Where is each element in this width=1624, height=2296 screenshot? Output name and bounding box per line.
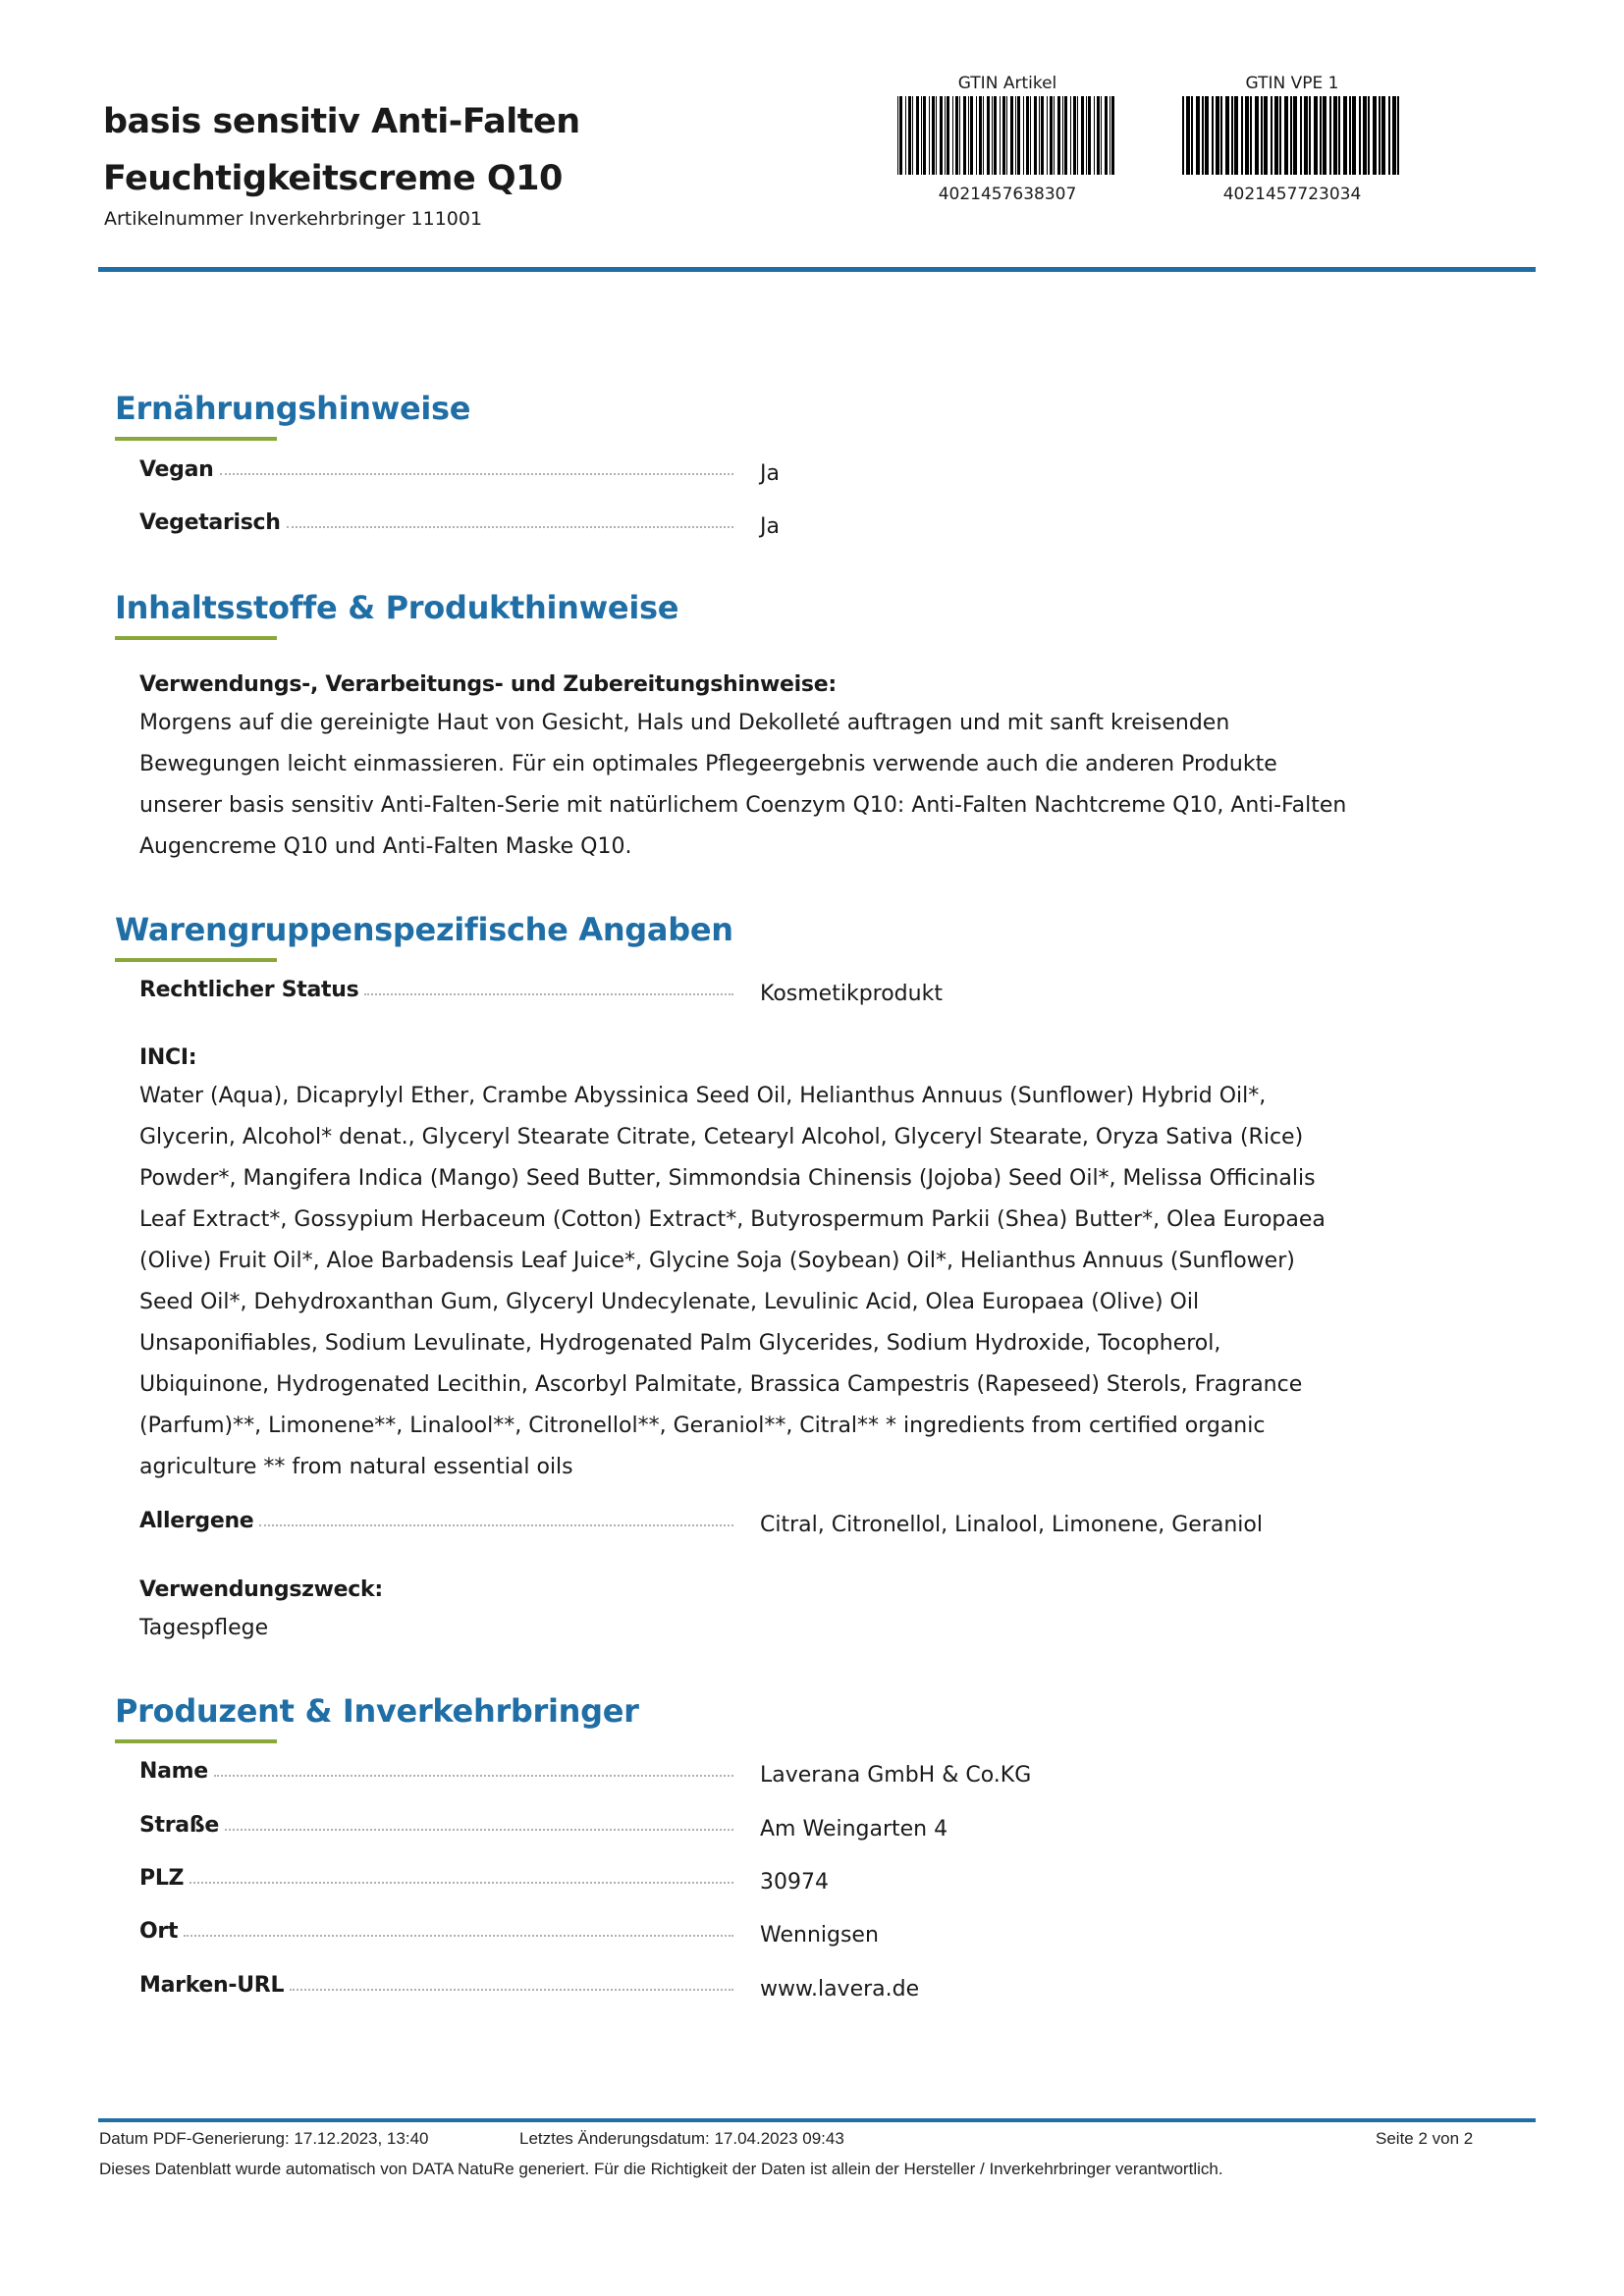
section-underline [115, 636, 277, 640]
barcode-number: 4021457638307 [938, 185, 1077, 204]
field-label: Ort [139, 1919, 179, 1944]
section-title: Produzent & Inverkehrbringer [115, 1692, 639, 1730]
barcode-gtin-vpe [1174, 73, 1410, 204]
usage-instructions [139, 672, 1347, 868]
footer-divider [98, 2118, 1536, 2122]
field-label: Allergene [139, 1509, 254, 1533]
section-heading-producer [115, 1692, 639, 1743]
field-label: PLZ [139, 1866, 185, 1891]
field-label: Vegetarisch [139, 510, 281, 535]
section-heading-nutrition [115, 390, 470, 441]
field-row-city [139, 1919, 1269, 1952]
barcode-label: GTIN Artikel [957, 74, 1057, 93]
footer-disclaimer: Dieses Datenblatt wurde automatisch von DATA NatuRe generiert. Für die Richtigkeit der Daten ist allein der Hersteller / Inverkehrbringer verantwortlich. [99, 2160, 1223, 2178]
field-value: Citral, Citronellol, Linalool, Limonene, Geraniol [760, 1513, 1263, 1537]
section-underline [115, 958, 277, 962]
header-divider [98, 267, 1536, 272]
field-row-brand-url [139, 1973, 1269, 2006]
barcode-image [1178, 96, 1406, 175]
dotted-leader [184, 1934, 733, 1937]
field-value: Am Weingarten 4 [760, 1817, 948, 1842]
intended-use [139, 1577, 1347, 1649]
footer-modified-date: Letztes Änderungsdatum: 17.04.2023 09:43 [519, 2129, 844, 2148]
intended-use-heading: Verwendungszweck: [139, 1577, 383, 1602]
dotted-leader [225, 1828, 733, 1831]
field-value: Kosmetikprodukt [760, 982, 943, 1006]
field-row-legal-status [139, 978, 1269, 1011]
section-title: Inhaltsstoffe & Produkthinweise [115, 589, 679, 626]
barcode-label: GTIN VPE 1 [1245, 74, 1339, 93]
dotted-leader [214, 1774, 733, 1777]
field-value: Ja [760, 514, 780, 539]
dotted-leader [290, 1988, 733, 1991]
inci-heading: INCI: [139, 1045, 197, 1070]
field-row-vegan [139, 457, 1269, 491]
field-row-street [139, 1813, 1269, 1846]
field-label: Rechtlicher Status [139, 978, 359, 1002]
section-heading-ingredients [115, 589, 678, 640]
field-value: Laverana GmbH & Co.KG [760, 1763, 1032, 1788]
inci-list [139, 1045, 1347, 1488]
usage-heading: Verwendungs-, Verarbeitungs- und Zubereitungshinweise: [139, 672, 837, 697]
article-number: Artikelnummer Inverkehrbringer 111001 [104, 208, 483, 230]
section-underline [115, 1739, 277, 1743]
dotted-leader [189, 1881, 733, 1884]
dotted-leader [220, 472, 733, 475]
inci-text: Water (Aqua), Dicaprylyl Ether, Crambe Abyssinica Seed Oil, Helianthus Annuus (Sunflower) Hybrid Oil*, Glycerin, Alcohol* denat., Glyceryl Stearate Citrate, Cetearyl Alcohol, Glyceryl Stearate, Oryza Sativa (Rice) Powder*, Mangifera Indica (Mango) Seed Butter, Simmondsia Chinensis (Jojoba) Seed Oil*, Melissa Officinalis Leaf Extract*, Gossypium Herbaceum (Cotton) Extract*, Butyrospermum Parkii (Shea) Butter*, Olea Europaea (Olive) Fruit Oil*, Aloe Barbadensis Leaf Juice*, Glycine Soja (Soybean) Oil*, Helianthus Annuus (Sunflower) Seed Oil*, Dehydroxanthan Gum, Glyceryl Undecylenate, Levulinic Acid, Olea Europaea (Olive) Oil Unsaponifiables, Sodium Levulinate, Hydrogenated Palm Glycerides, Sodium Hydroxide, Tocopherol, Ubiquinone, Hydrogenated Lecithin, Ascorbyl Palmitate, Brassica Campestris (Rapeseed) Sterols, Fragrance (Parfum)**, Limonene**, Linalool**, Citronellol**, Geraniol**, Citral** * ingredients from certified organic agriculture ** from natural essential oils [139, 1084, 1326, 1479]
usage-text: Morgens auf die gereinigte Haut von Gesicht, Hals und Dekolleté auftragen und mit sanft kreisenden Bewegungen leicht einmassieren. Für ein optimales Pflegeergebnis verwende auch die anderen Produkte unserer basis sensitiv Anti-Falten-Serie mit natürlichem Coenzym Q10: Anti-Falten Nachtcreme Q10, Anti-Falten Augencreme Q10 und Anti-Falten Maske Q10. [139, 711, 1347, 859]
field-label: Name [139, 1759, 208, 1784]
section-underline [115, 437, 277, 441]
footer-page-number: Seite 2 von 2 [1376, 2129, 1474, 2148]
product-title: basis sensitiv Anti-Falten Feuchtigkeitscreme Q10 [103, 102, 580, 198]
field-label: Marken-URL [139, 1973, 285, 1998]
section-heading-product-group [115, 911, 733, 962]
field-label: Vegan [139, 457, 214, 482]
field-row-postcode [139, 1866, 1269, 1899]
brand-url-link[interactable]: www.lavera.de [760, 1977, 920, 2002]
field-row-allergens [139, 1509, 1269, 1542]
barcode-image [893, 96, 1121, 175]
field-value: Wennigsen [760, 1923, 879, 1948]
section-title: Warengruppenspezifische Angaben [115, 911, 733, 948]
field-label: Straße [139, 1813, 220, 1838]
footer-generated-date: Datum PDF-Generierung: 17.12.2023, 13:40 [99, 2129, 429, 2148]
field-value: Ja [760, 461, 780, 486]
field-value: 30974 [760, 1870, 829, 1895]
dotted-leader [364, 992, 733, 995]
field-row-name [139, 1759, 1269, 1792]
section-title: Ernährungshinweise [115, 390, 471, 427]
dotted-leader [287, 525, 733, 528]
field-row-vegetarian [139, 510, 1269, 544]
dotted-leader [259, 1523, 733, 1526]
barcode-number: 4021457723034 [1222, 185, 1362, 204]
intended-use-text: Tagespflege [139, 1616, 269, 1640]
barcode-gtin-article [890, 73, 1125, 204]
